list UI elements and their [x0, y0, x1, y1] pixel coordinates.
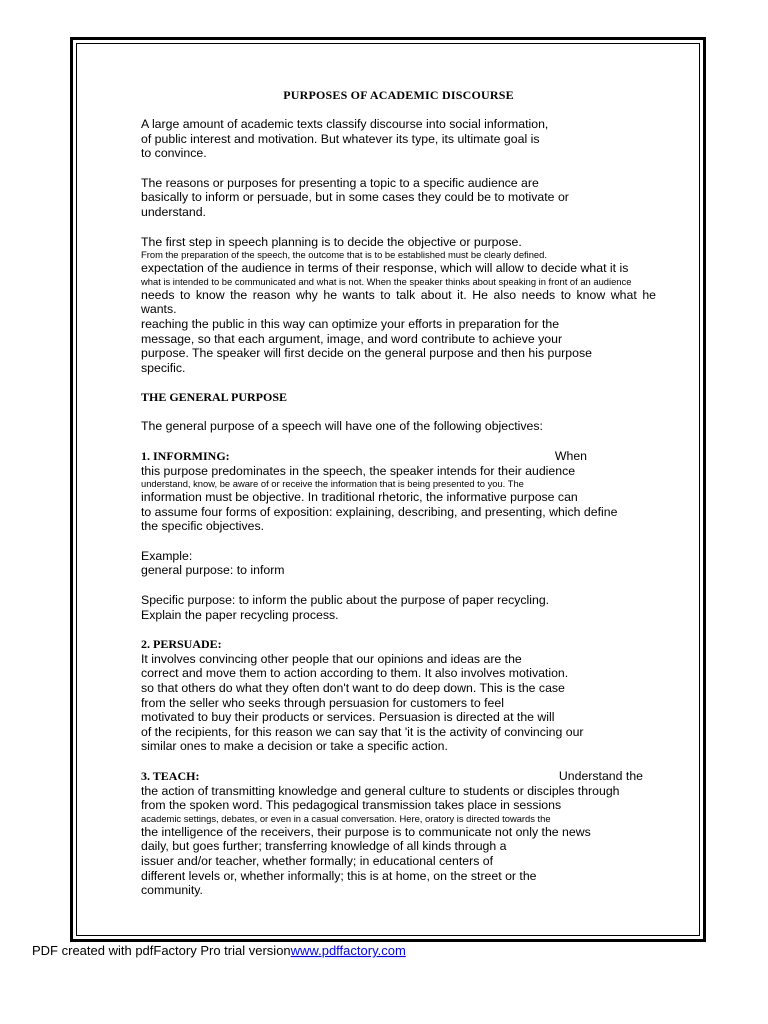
text-line: From the preparation of the speech, the outcome that is to be established must be clearly defined. — [141, 249, 547, 261]
text-line: message, so that each argument, image, and word contribute to achieve your — [141, 331, 563, 346]
example-label: Example: — [141, 548, 193, 563]
text-line: specific. — [141, 360, 186, 375]
text-line: daily, but goes further; transferring knowledge of all kinds through a — [141, 839, 507, 854]
text-line: It involves convincing other people that our opinions and ideas are the — [141, 651, 522, 666]
text-line: A large amount of academic texts classify discourse into social information, — [141, 117, 549, 131]
informing-first-word: When — [554, 448, 587, 463]
pdf-footer — [32, 943, 406, 958]
text-line: similar ones to make a decision or take a specific action. — [141, 739, 448, 754]
teach-first-word: Understand the — [558, 769, 643, 783]
text-line: The reasons or purposes for presenting a topic to a specific audience are — [141, 175, 539, 190]
text-line: different levels or, whether informally; this is at home, on the street or the — [141, 868, 537, 883]
text-line: the intelligence of the receivers, their purpose is to communicate not only the news — [141, 824, 591, 839]
text-line: needs to know the reason why he wants to talk about it. He also needs to know what he wants. — [141, 287, 656, 317]
example-specific — [141, 593, 656, 622]
text-line: community. — [141, 883, 203, 898]
footer-link[interactable]: www.pdffactory.com — [290, 943, 406, 958]
text-line: this purpose predominates in the speech, the speaker intends for their audience — [141, 463, 576, 478]
text-line: information must be objective. In traditional rhetoric, the informative purpose can — [141, 490, 578, 505]
text-line: to assume four forms of exposition: explaining, describing, and presenting, which define — [141, 504, 618, 519]
text-line: the action of transmitting knowledge and general culture to students or disciples through — [141, 783, 620, 798]
text-line: issuer and/or teacher, whether formally; in educational centers of — [141, 853, 494, 868]
text-line: motivated to buy their products or services. Persuasion is directed at the will — [141, 710, 555, 725]
paragraph-reasons — [141, 176, 656, 220]
text-line: academic settings, debates, or even in a casual conversation. Here, oratory is directed towards the — [141, 812, 551, 824]
text-line: from the spoken word. This pedagogical transmission takes place in sessions — [141, 798, 562, 813]
footer-text: PDF created with pdfFactory Pro trial version — [32, 943, 291, 958]
text-line: to convince. — [141, 146, 207, 161]
text-line: understand. — [141, 204, 206, 219]
section-heading-general: THE GENERAL PURPOSE — [141, 390, 288, 405]
paragraph-first-step — [141, 235, 656, 376]
text-line: of the recipients, for this reason we can say that 'it is the activity of convincing our — [141, 724, 584, 739]
text-line: Specific purpose: to inform the public about the purpose of paper recycling. — [141, 593, 550, 608]
text-line: purpose. The speaker will first decide on the general purpose and then his purpose — [141, 346, 592, 361]
section-teach — [141, 769, 656, 898]
paragraph-general-intro: The general purpose of a speech will have one of the following objectives: — [141, 419, 543, 434]
example-general: general purpose: to inform — [141, 563, 285, 578]
text-line: of public interest and motivation. But whatever its type, its ultimate goal is — [141, 131, 540, 146]
persuade-heading: 2. PERSUADE: — [141, 637, 222, 652]
section-informing — [141, 449, 656, 534]
text-line: basically to inform or persuade, but in some cases they could be to motivate or — [141, 190, 569, 205]
document-body — [141, 88, 656, 913]
text-line: Explain the paper recycling process. — [141, 607, 339, 622]
text-line: understand, know, be aware of or receive the information that is being presented to you. The — [141, 478, 524, 490]
paragraph-intro — [141, 117, 656, 161]
text-line: reaching the public in this way can optimize your efforts in preparation for the — [141, 316, 560, 331]
section-persuade — [141, 637, 656, 754]
text-line: the specific objectives. — [141, 519, 265, 534]
text-line: expectation of the audience in terms of their response, which will allow to decide what it is — [141, 261, 629, 276]
text-line: so that others do what they often don't want to do deep down. This is the case — [141, 681, 565, 696]
text-line: The first step in speech planning is to decide the objective or purpose. — [141, 234, 522, 249]
teach-heading: 3. TEACH: — [141, 769, 200, 783]
text-line: what is intended to be communicated and what is not. When the speaker thinks about speaking in front of an audience — [141, 275, 632, 287]
text-line: correct and move them to action according to them. It also involves motivation. — [141, 666, 569, 681]
document-title: PURPOSES OF ACADEMIC DISCOURSE — [283, 88, 514, 102]
example-block — [141, 549, 656, 578]
informing-heading: 1. INFORMING: — [141, 448, 230, 463]
text-line: from the seller who seeks through persuasion for customers to feel — [141, 695, 504, 710]
